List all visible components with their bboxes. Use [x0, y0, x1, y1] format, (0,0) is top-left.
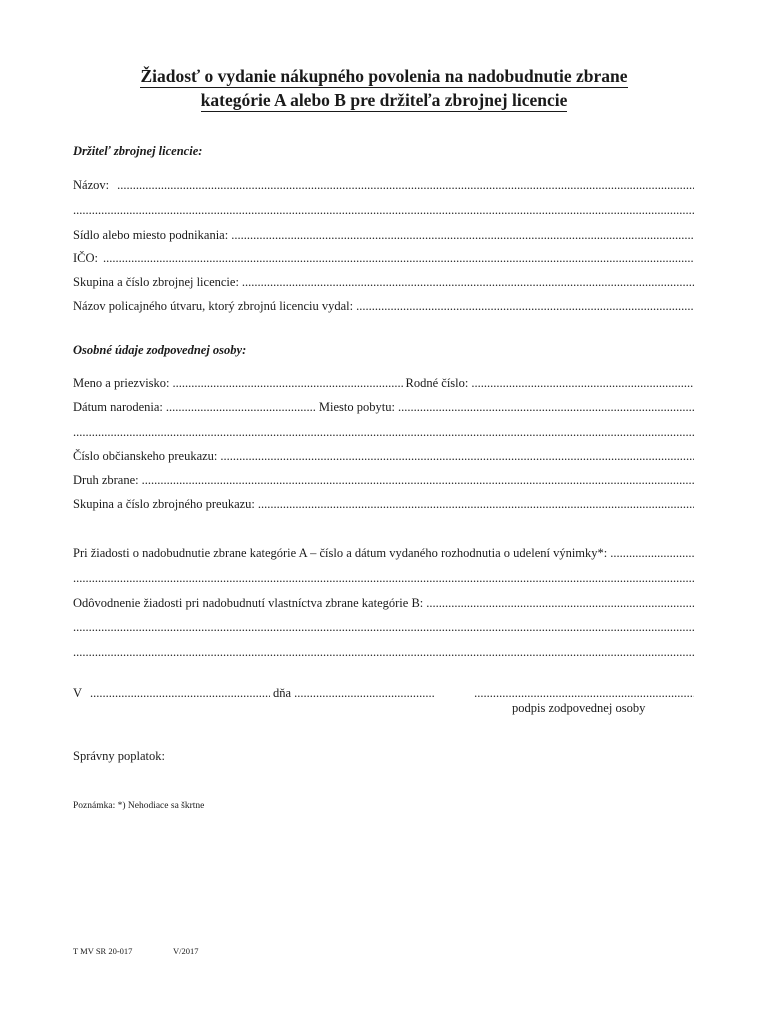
residence-field[interactable] [398, 400, 694, 415]
id-card-row [73, 449, 694, 464]
signature-row [73, 686, 694, 701]
name-row [73, 178, 694, 193]
date-field[interactable] [294, 686, 434, 701]
police-unit-label: Názov policajného útvaru, ktorý zbrojnú licenciu vydal: [73, 299, 354, 313]
ico-row [73, 251, 694, 266]
person-name-row [73, 376, 694, 391]
name-label: Názov: [73, 178, 110, 192]
category-b-field-continuation-1[interactable] [73, 620, 694, 635]
gun-permit-label: Skupina a číslo zbrojného preukazu: [73, 497, 255, 511]
category-b-row [73, 596, 694, 611]
birth-date-row [73, 400, 694, 415]
seat-field[interactable] [231, 228, 694, 243]
weapon-type-field[interactable] [142, 473, 694, 488]
licence-holder-heading: Držiteľ zbrojnej licencie: [73, 144, 203, 158]
category-b-label: Odôvodnenie žiadosti pri nadobudnutí vlastníctva zbrane kategórie B: [73, 596, 424, 610]
signature-caption: podpis zodpovednej osoby [512, 701, 646, 715]
name-field-continuation[interactable] [73, 203, 694, 218]
licence-group-row [73, 275, 694, 290]
weapon-type-row [73, 473, 694, 488]
category-b-field-continuation-2[interactable] [73, 645, 694, 660]
name-field[interactable] [117, 178, 694, 193]
gun-permit-row [73, 497, 694, 512]
place-field[interactable] [90, 686, 270, 701]
id-card-field[interactable] [220, 449, 694, 464]
seat-label: Sídlo alebo miesto podnikania: [73, 228, 229, 242]
police-unit-field[interactable] [356, 299, 694, 314]
person-name-field[interactable] [173, 376, 403, 391]
licence-group-field[interactable] [242, 275, 694, 290]
place-label: V [73, 686, 83, 700]
category-b-field[interactable] [426, 596, 694, 611]
category-a-label: Pri žiadosti o nadobudnutie zbrane kategórie A – číslo a dátum vydaného rozhodnutia o udelení výnimky*: [73, 546, 608, 560]
ico-label: IČO: [73, 251, 98, 265]
seat-row [73, 228, 694, 243]
category-a-row [73, 546, 694, 561]
birth-number-label: Rodné číslo: [405, 376, 469, 390]
weapon-type-label: Druh zbrane: [73, 473, 139, 487]
residence-label: Miesto pobytu: [318, 400, 395, 414]
form-code: T MV SR 20-017 [73, 946, 133, 956]
category-a-field[interactable] [610, 546, 694, 561]
police-unit-row [73, 299, 694, 314]
birth-date-label: Dátum narodenia: [73, 400, 163, 414]
fee-label: Správny poplatok: [73, 749, 166, 763]
name-continuation-row [73, 203, 694, 218]
signature-field[interactable] [474, 686, 694, 701]
category-b-continuation-row-2 [73, 645, 694, 660]
form-title-line-1: Žiadosť o vydanie nákupného povolenia na nadobudnutie zbrane [140, 66, 628, 86]
birth-date-field[interactable] [166, 400, 316, 415]
category-a-continuation-row [73, 571, 694, 586]
gun-permit-field[interactable] [258, 497, 694, 512]
footnote: Poznámka: *) Nehodiace sa škrtne [73, 801, 205, 811]
id-card-label: Číslo občianskeho preukazu: [73, 449, 218, 463]
person-name-label: Meno a priezvisko: [73, 376, 170, 390]
residence-continuation-row [73, 425, 694, 440]
category-b-continuation-row-1 [73, 620, 694, 635]
form-title-line-2: kategórie A alebo B pre držiteľa zbrojnej licencie [200, 90, 568, 110]
form-version: V/2017 [173, 946, 199, 956]
ico-field[interactable] [103, 251, 694, 266]
residence-field-continuation[interactable] [73, 425, 694, 440]
licence-group-label: Skupina a číslo zbrojnej licencie: [73, 275, 239, 289]
date-label: dňa [273, 686, 292, 700]
birth-number-field[interactable] [471, 376, 694, 391]
fee-row [73, 749, 694, 764]
responsible-person-heading: Osobné údaje zodpovednej osoby: [73, 343, 247, 357]
category-a-field-continuation[interactable] [73, 571, 694, 586]
